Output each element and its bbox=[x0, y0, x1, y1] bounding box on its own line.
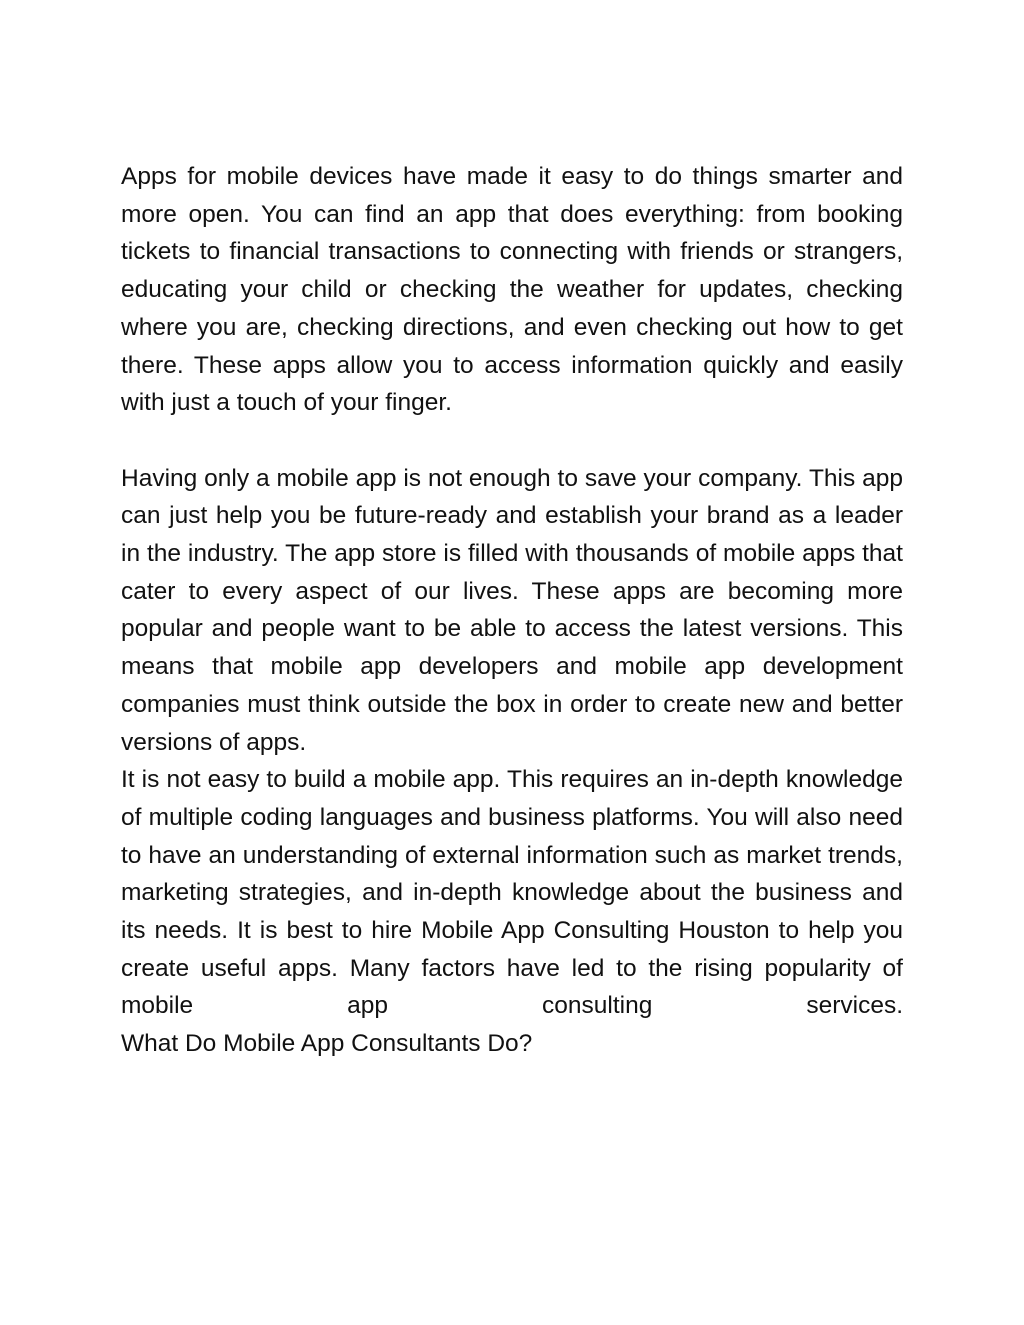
paragraph-consulting: It is not easy to build a mobile app. This requires an in-depth knowledge of multiple coding languages and business platforms. You will also need to have an understanding of external information such as market trends, marketing strategies, and in-depth knowledge about the business and its needs. It is best to hire Mobile App Consulting Houston to help you create useful apps. Many factors have led to the rising popularity of mobile app consulting services. bbox=[121, 766, 903, 1020]
paragraph-intro: Apps for mobile devices have made it easy to do things smarter and more open. You can find an app that does everything: from booking tickets to financial transactions to connecting with friends or strangers, educating your child or checking the weather for updates, checking where you are, checking directions, and even checking out how to get there. These apps allow you to access information quickly and easily with just a touch of your finger. bbox=[121, 163, 903, 417]
closing-question: What Do Mobile App Consultants Do? bbox=[121, 1030, 533, 1058]
paragraph-company: Having only a mobile app is not enough to save your company. This app can just help you be future-ready and establish your brand as a leader in the industry. The app store is filled with thousands of mobile apps that cater to every aspect of our lives. These apps are becoming more popular and people want to be able to access the latest versions. This means that mobile app developers and mobile app development companies must think outside the box in order to create new and better versions of apps. bbox=[121, 464, 903, 756]
paragraph-spacer bbox=[121, 422, 903, 460]
document-page bbox=[121, 158, 903, 1063]
